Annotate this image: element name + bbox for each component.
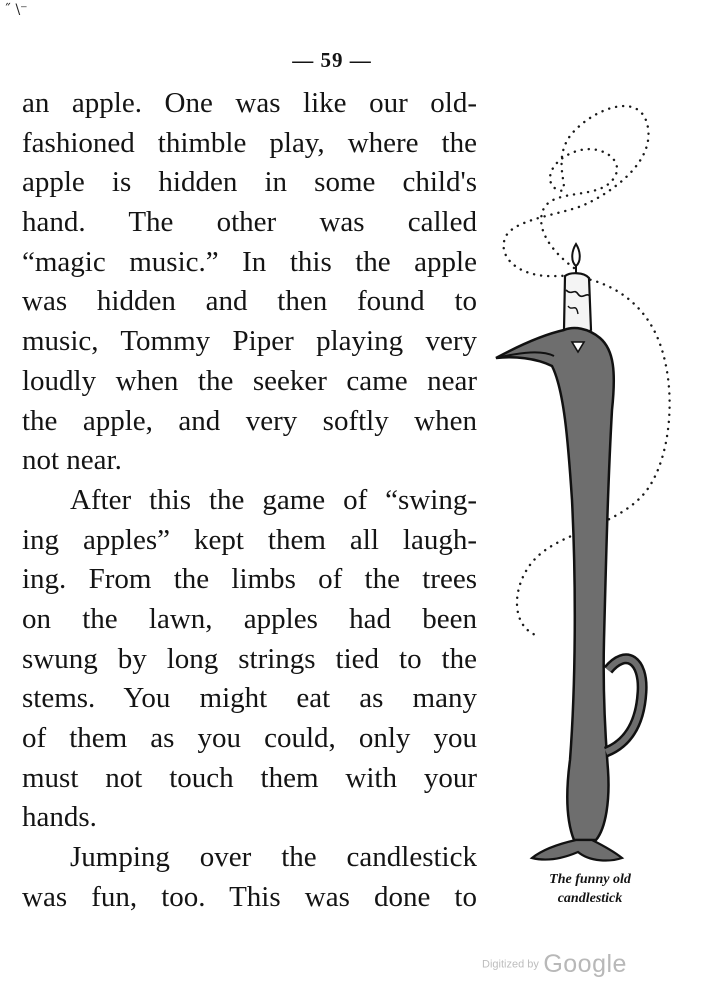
text-line: of them as you could, only you [22,722,477,754]
text-line: ing. From the limbs of the trees [22,563,477,596]
text-line: was hidden and then found to [22,285,477,318]
text-line: After this the game of “swing- [70,483,477,516]
text-line: an apple. One was like our old- [22,87,477,119]
candle-flame [572,244,580,266]
text-line: music, Tommy Piper playing very [22,325,477,358]
watermark-prefix: Digitized by [482,958,539,971]
text-line: not near. [22,444,122,477]
page-number: — 59 — [292,48,372,72]
digitized-watermark [482,950,642,979]
text-line: was fun, too. This was done to [22,880,477,913]
scan-artifact-mark: ˝ \⁻ [4,2,28,18]
caption-line: The funny old [549,872,631,887]
text-line: must not touch them with your [22,761,477,794]
text-line: hand. The other was called [22,206,477,239]
text-line: swung by long strings tied to the [22,642,477,675]
text-line: “magic music.” In this the apple [22,245,477,278]
text-line: the apple, and very softly when [22,404,477,437]
watermark-brand: Google [543,950,627,978]
text-line: on the lawn, apples had been [22,602,477,635]
caption-line: candlestick [557,891,623,906]
text-line: hands. [22,801,97,834]
bird-candlestick [496,328,614,840]
body-text [22,84,477,917]
text-line: fashioned thimble play, where the [22,126,477,159]
text-line: Jumping over the candlestick [70,841,477,874]
text-line: loudly when the seeker came near [22,364,477,397]
text-line: ing apples” kept them all laugh- [22,523,477,556]
bird-feet [532,840,622,860]
figure-caption [505,870,675,908]
text-line: stems. You might eat as many [22,682,477,715]
candlestick-illustration [492,80,692,870]
candle [564,273,591,334]
text-line: apple is hidden in some child's [22,166,477,199]
